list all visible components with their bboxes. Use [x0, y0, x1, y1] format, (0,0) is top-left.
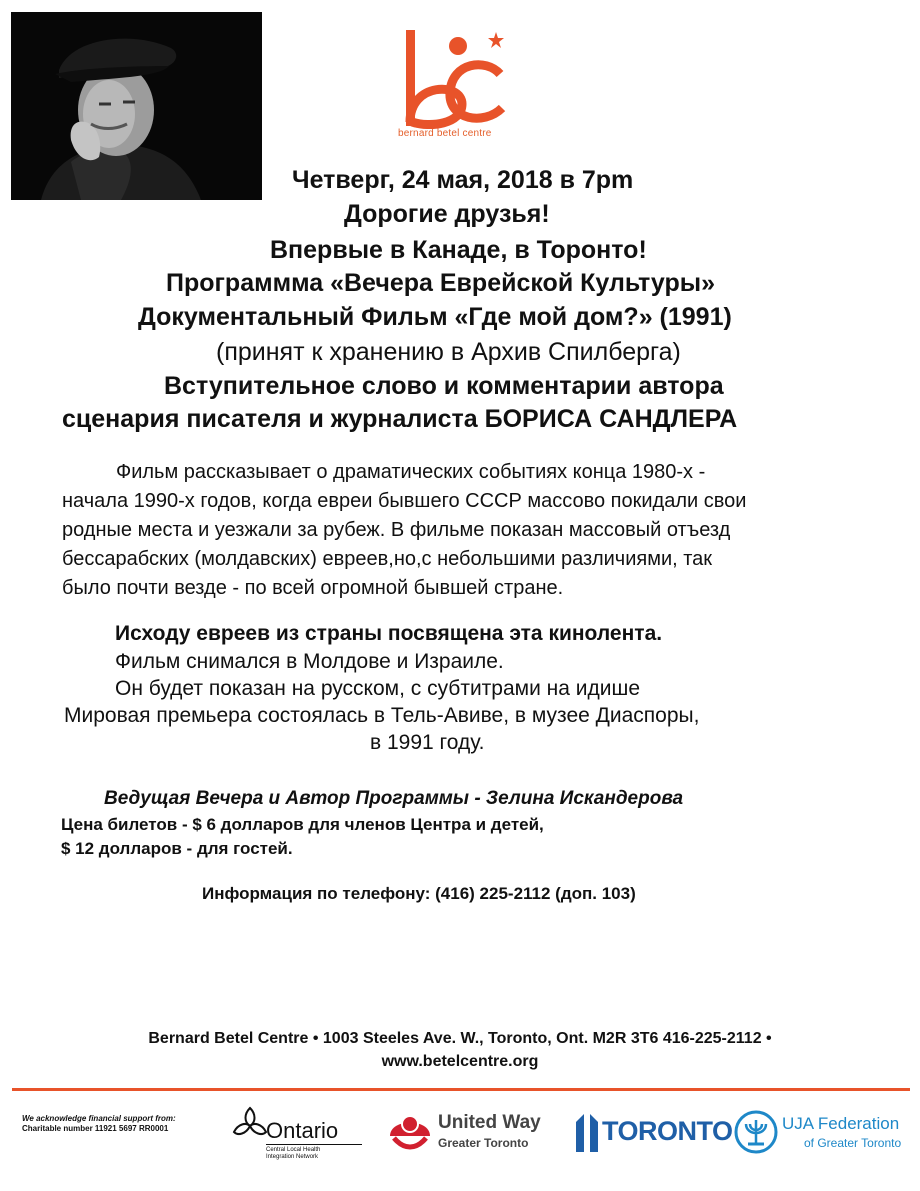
event-date: Четверг, 24 мая, 2018 в 7pm — [292, 166, 634, 194]
description-line: было почти везде - по всей огромной бывшей стране. — [62, 577, 564, 599]
description-line: начала 1990-х годов, когда евреи бывшего СССР массово покидали свои — [62, 490, 747, 512]
city-hall-icon — [574, 1112, 600, 1152]
footer-address: Bernard Betel Centre • 1003 Steeles Ave. W., Toronto, Ont. M2R 3T6 416-225-2112 • — [148, 1030, 772, 1047]
acknowledgement — [22, 1114, 176, 1134]
dedication: Исходу евреев из страны посвящена эта кинолента. — [115, 622, 663, 645]
ontario-wordmark: Ontario — [266, 1118, 339, 1143]
ontario-sub1: Central Local Health — [266, 1147, 321, 1153]
description-line: Фильм рассказывает о драматических событиях конца 1980-х - — [116, 461, 706, 483]
portrait-illustration — [11, 12, 262, 200]
author-portrait-photo — [11, 12, 262, 200]
phone-info: Информация по телефону: (416) 225-2112 (доп. 103) — [202, 884, 636, 903]
toronto-wordmark: TORONTO — [602, 1116, 733, 1146]
greeting: Дорогие друзья! — [344, 200, 550, 228]
logo-caption: bernard betel centre — [398, 128, 492, 139]
first-time-heading: Впервые в Канаде, в Торонто! — [270, 236, 647, 264]
language-note: Он будет показан на русском, с субтитрами на идише — [115, 677, 641, 700]
ontario-rule — [266, 1144, 362, 1145]
footer-divider — [12, 1088, 910, 1091]
united-way-icon — [386, 1106, 434, 1152]
uja-name: UJA Federation — [782, 1114, 900, 1133]
premiere-line-1: Мировая премьера состоялась в Тель-Авиве, в музее Диаспоры, — [64, 704, 700, 727]
ack-text: We acknowledge financial support from: — [22, 1114, 176, 1123]
ontario-sub2: Integration Network — [266, 1154, 319, 1160]
united-way-name: United Way — [438, 1112, 541, 1133]
price-members: Цена билетов - $ 6 долларов для членов Центра и детей, — [61, 815, 544, 834]
uja-federation-logo — [734, 1110, 904, 1160]
premiere-line-2: в 1991 году. — [370, 731, 485, 754]
film-heading: Документальный Фильм «Где мой дом?» (1991) — [138, 303, 732, 331]
filmed-location: Фильм снимался в Молдове и Израиле. — [115, 650, 504, 673]
toronto-logo — [574, 1112, 733, 1156]
intro-line-1: Вступительное слово и комментарии автора — [164, 372, 724, 400]
footer-website[interactable]: www.betelcentre.org — [381, 1053, 539, 1070]
uja-region: of Greater Toronto — [804, 1136, 902, 1150]
description-paragraph — [62, 458, 882, 603]
united-way-logo — [386, 1106, 556, 1156]
description-line: родные места и уезжали за рубеж. В фильме показан массовый отъезд — [62, 519, 731, 541]
host-line: Ведущая Вечера и Автор Программы - Зелина Искандерова — [104, 788, 684, 809]
united-way-region: Greater Toronto — [438, 1136, 529, 1150]
charity-number: Charitable number 11921 5697 RR0001 — [22, 1124, 169, 1133]
description-line: бессарабских (молдавских) евреев,но,с небольшими различиями, так — [62, 548, 713, 570]
ontario-logo — [230, 1104, 370, 1164]
menorah-icon — [734, 1110, 778, 1154]
price-guests: $ 12 долларов - для гостей. — [61, 839, 293, 858]
intro-line-2: сценария писателя и журналиста БОРИСА САНДЛЕРА — [62, 405, 738, 433]
archive-note: (принят к хранению в Архив Спилберга) — [216, 338, 681, 366]
trillium-icon — [230, 1104, 270, 1140]
program-heading: Программма «Вечера Еврейской Культуры» — [166, 269, 715, 297]
